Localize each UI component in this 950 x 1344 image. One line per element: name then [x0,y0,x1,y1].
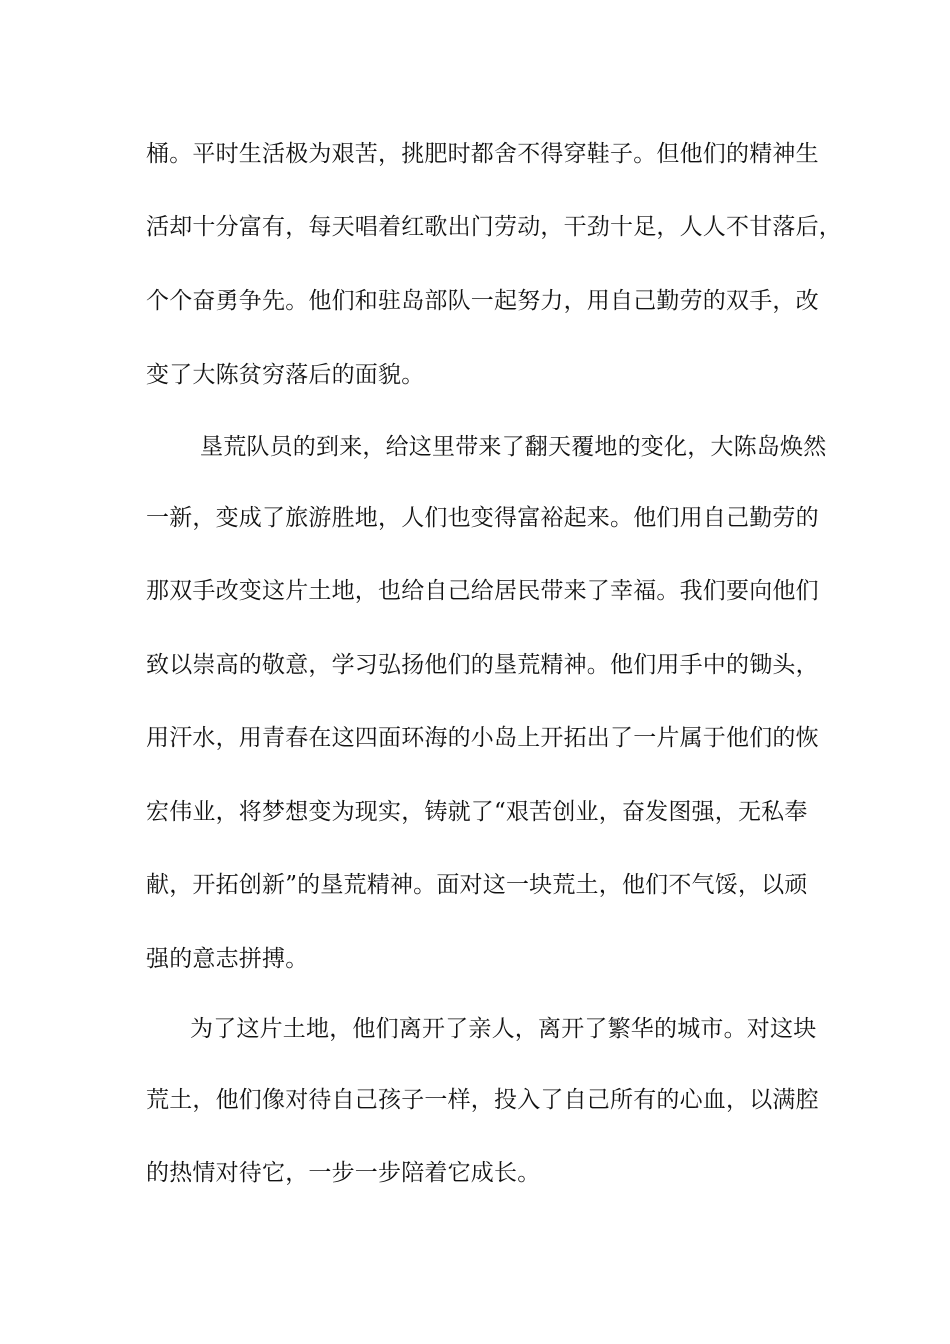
paragraph-first-line: 垦荒队员的到来，给这里带来了翻天覆地的变化，大陈岛焕然 [200,434,827,460]
text-line: 个个奋勇争先。他们和驻岛部队一起努力，用自己勤劳的双手，改 [146,288,819,314]
text-line: 的热情对待它，一步一步陪着它成长。 [146,1160,541,1186]
paragraph-first-line: 为了这片土地，他们离开了亲人，离开了繁华的城市。对这块 [190,1016,817,1042]
text-line: 荒土，他们像对待自己孩子一样，投入了自己所有的心血，以满腔 [146,1087,819,1113]
text-line: 桶。平时生活极为艰苦，挑肥时都舍不得穿鞋子。但他们的精神生 [146,141,819,167]
text-line: 变了大陈贫穷落后的面貌。 [146,362,425,388]
text-line: 致以崇高的敬意，学习弘扬他们的垦荒精神。他们用手中的锄头， [146,652,819,678]
text-line: 献，开拓创新”的垦荒精神。面对这一块荒土，他们不气馁，以顽 [146,872,808,898]
text-line: 一新，变成了旅游胜地，人们也变得富裕起来。他们用自己勤劳的 [146,505,819,531]
text-line: 强的意志拼搏。 [146,946,309,972]
text-line: 用汗水，用青春在这四面环海的小岛上开拓出了一片属于他们的恢 [146,725,819,751]
text-line: 宏伟业，将梦想变为现实，铸就了“艰苦创业，奋发图强，无私奉 [146,799,808,825]
text-line: 活却十分富有，每天唱着红歌出门劳动，干劲十足，人人不甘落后， [146,214,842,240]
text-line: 那双手改变这片土地，也给自己给居民带来了幸福。我们要向他们 [146,578,819,604]
